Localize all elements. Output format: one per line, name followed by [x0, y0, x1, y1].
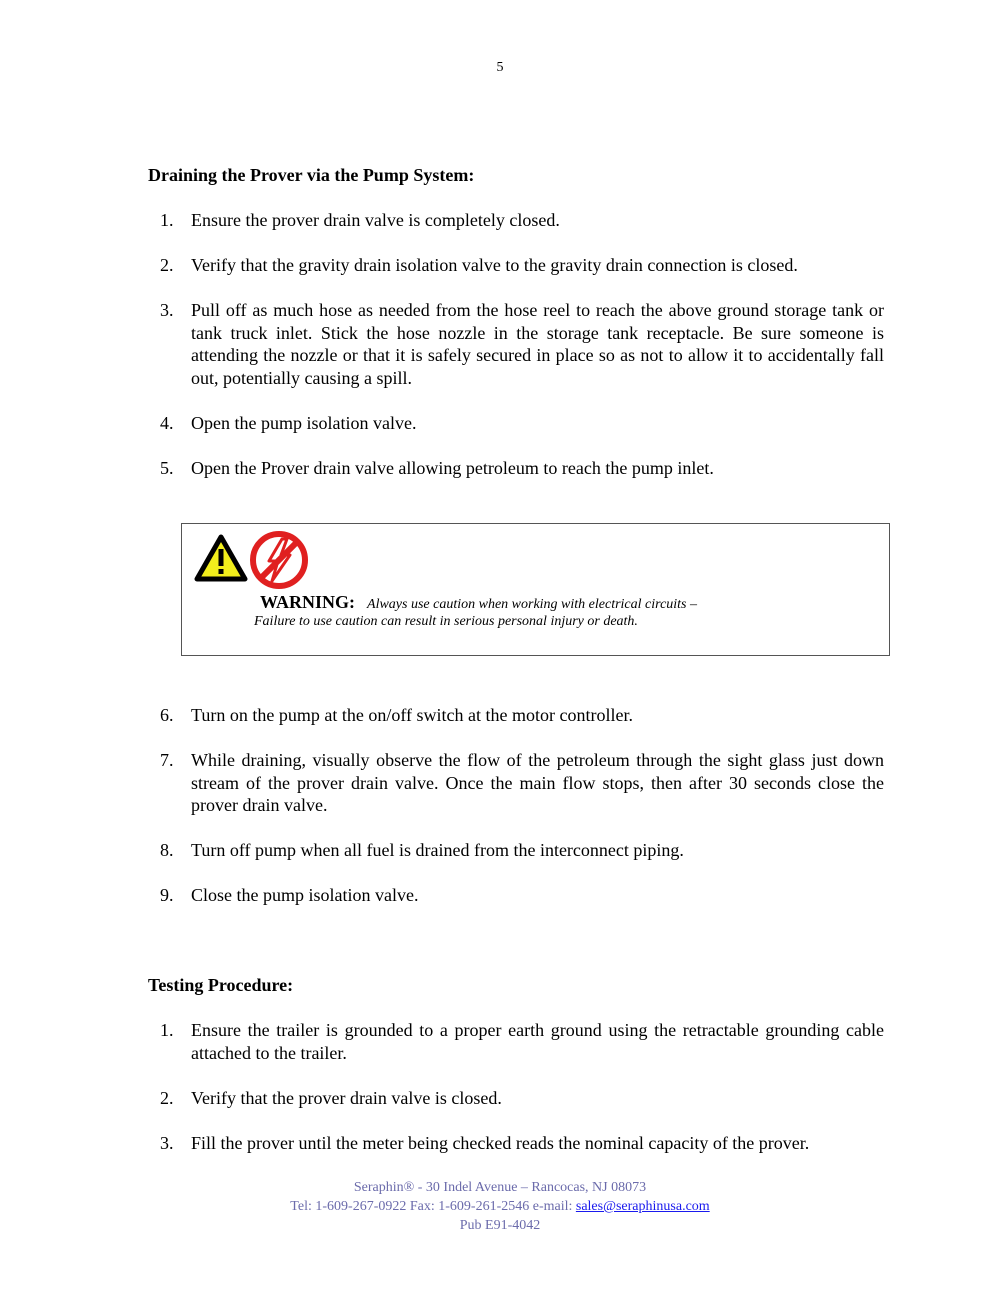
step-number: 9.: [160, 885, 174, 905]
list-item: [160, 254, 884, 277]
page-number: 5: [496, 60, 504, 75]
step-number: 7.: [160, 750, 174, 770]
footer-contact: [0, 1199, 1000, 1215]
step-text: Turn on the pump at the on/off switch at the motor controller.: [191, 705, 633, 725]
footer-address: Seraphin® - 30 Indel Avenue – Rancocas, NJ 08073: [353, 1180, 647, 1195]
step-number: 2.: [160, 1088, 174, 1108]
step-text: Ensure the prover drain valve is completely closed.: [191, 210, 560, 230]
warning-box: [181, 523, 890, 656]
warning-label: WARNING:: [260, 592, 356, 612]
step-text: Open the pump isolation valve.: [191, 413, 417, 433]
step-text: Pull off as much hose as needed from the hose reel to reach the above ground storage tank or tank truck inlet. Stick the hose nozzle in the storage tank receptacle. Be sure someone is attending the nozzle or that it is safely secured in place so as not to allow it to accidentally fall out, potentially causing a spill.: [191, 300, 884, 389]
list-item: [160, 299, 884, 390]
list-item: [160, 1019, 884, 1064]
list-item: [160, 839, 884, 862]
step-text: While draining, visually observe the flow of the petroleum through the sight glass just down stream of the prover drain valve. Once the main flow stops, then after 30 seconds close the prover drain valve.: [191, 750, 884, 816]
step-text: Verify that the prover drain valve is closed.: [191, 1088, 502, 1108]
warning-message: Always use caution when working with electrical circuits –: [367, 597, 698, 612]
step-number: 8.: [160, 840, 174, 860]
step-text: Close the pump isolation valve.: [191, 885, 419, 905]
step-number: 5.: [160, 458, 174, 478]
warning-line-2: Failure to use caution can result in serious personal injury or death.: [254, 614, 638, 629]
step-number: 1.: [160, 1020, 174, 1040]
email-link[interactable]: sales@seraphinusa.com: [575, 1199, 710, 1214]
electrical-hazard-icon: [249, 530, 309, 590]
list-item: [160, 704, 884, 727]
list-item: [160, 884, 884, 907]
warning-line-1: [260, 592, 697, 613]
step-number: 2.: [160, 255, 174, 275]
list-item: [160, 1132, 884, 1155]
step-text: Verify that the gravity drain isolation valve to the gravity drain connection is closed.: [191, 255, 798, 275]
footer-pub-number: Pub E91-4042: [459, 1218, 541, 1233]
list-item: [160, 1087, 884, 1110]
step-text: Turn off pump when all fuel is drained from the interconnect piping.: [191, 840, 684, 860]
caution-triangle-icon: [194, 534, 248, 582]
list-item: [160, 209, 884, 232]
footer-phone-fax: Tel: 1-609-267-0922 Fax: 1-609-261-2546 e-mail:: [290, 1199, 576, 1214]
step-text: Ensure the trailer is grounded to a proper earth ground using the retractable grounding cable attached to the trailer.: [191, 1020, 884, 1063]
step-number: 1.: [160, 210, 174, 230]
step-text: Open the Prover drain valve allowing petroleum to reach the pump inlet.: [191, 458, 714, 478]
list-item: [160, 457, 884, 480]
step-number: 3.: [160, 300, 174, 320]
section-heading-draining: Draining the Prover via the Pump System:: [148, 165, 475, 185]
step-number: 4.: [160, 413, 174, 433]
list-item: [160, 412, 884, 435]
list-item: [160, 749, 884, 817]
step-number: 6.: [160, 705, 174, 725]
step-number: 3.: [160, 1133, 174, 1153]
step-text: Fill the prover until the meter being checked reads the nominal capacity of the prover.: [191, 1133, 810, 1153]
section-heading-testing: Testing Procedure:: [148, 975, 294, 995]
